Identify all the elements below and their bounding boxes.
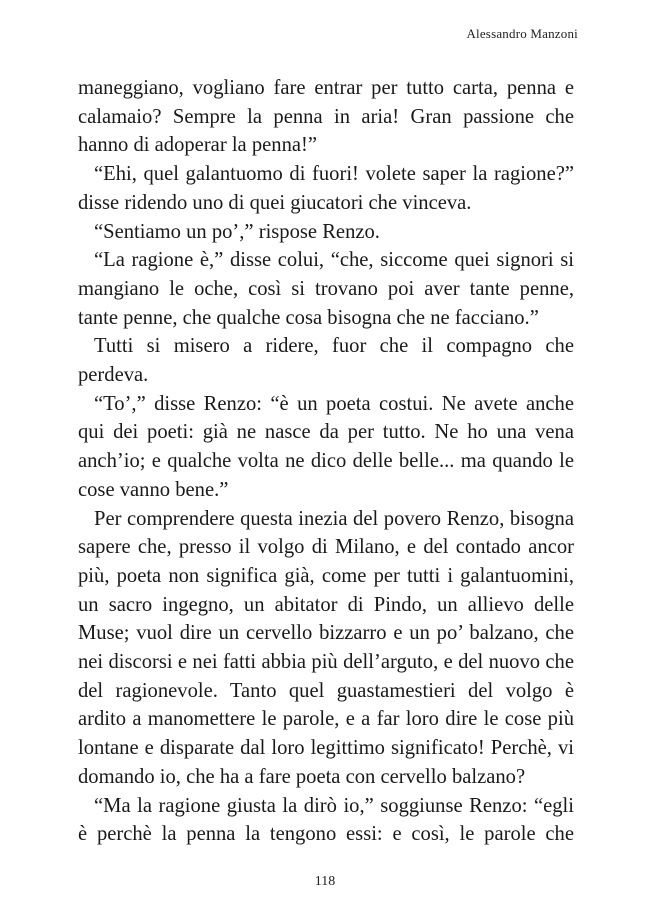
page-number: 118 (314, 874, 336, 889)
running-head: Alessandro Manzoni (466, 26, 578, 41)
paragraph: “La ragione è,” disse colui, “che, siccome quei signori si mangiano le oche, così si trovano poi aver tante penne, tante penne, che qualche cosa bisogna che ne facciano.” (78, 249, 574, 329)
paragraph: Per comprendere questa inezia del povero Renzo, bisogna sapere che, presso il volgo di Milano, e del contado ancor più, poeta non significa già, come per tutti i galantuomini, un sacro ingegno, un abitator di Pindo, un allievo delle Muse; vuol dire un cervello bizzarro e un po’ balzano, che nei discorsi e nei fatti abbia più dell’arguto, e del nuovo che del ragionevole. Tanto quel guastamestieri del volgo è ardito a manomettere le parole, e a far loro dire le cose più lontane e disparate dal loro legittimo significato! Perchè, vi domando io, che ha a fare poeta con cervello balzano? (78, 507, 574, 788)
paragraph: Tutti si misero a ridere, fuor che il compagno che perdeva. (78, 335, 574, 387)
paragraph: “Sentiamo un po’,” rispose Renzo. (94, 220, 380, 243)
paragraph: “To’,” disse Renzo: “è un poeta costui. Ne avete anche qui dei poeti: già ne nasce da per tutto. Ne ho una vena anch’io; e qualche volta ne dico delle belle... ma quando le cose vanno bene.” (78, 392, 574, 501)
body-text (78, 74, 574, 849)
paragraph-continuation: maneggiano, vogliano fare entrar per tutto carta, penna e calamaio? Sempre la penna in aria! Gran passione che hanno di adoperar la penna!” (78, 77, 574, 157)
paragraph: “Ehi, quel galantuomo di fuori! volete saper la ragione?” disse ridendo uno di quei giucatori che vinceva. (78, 163, 574, 214)
paragraph-continues: “Ma la ragione giusta la dirò io,” soggiunse Renzo: “egli è perchè la penna la tengono essi: e così, le parole che (78, 794, 574, 846)
